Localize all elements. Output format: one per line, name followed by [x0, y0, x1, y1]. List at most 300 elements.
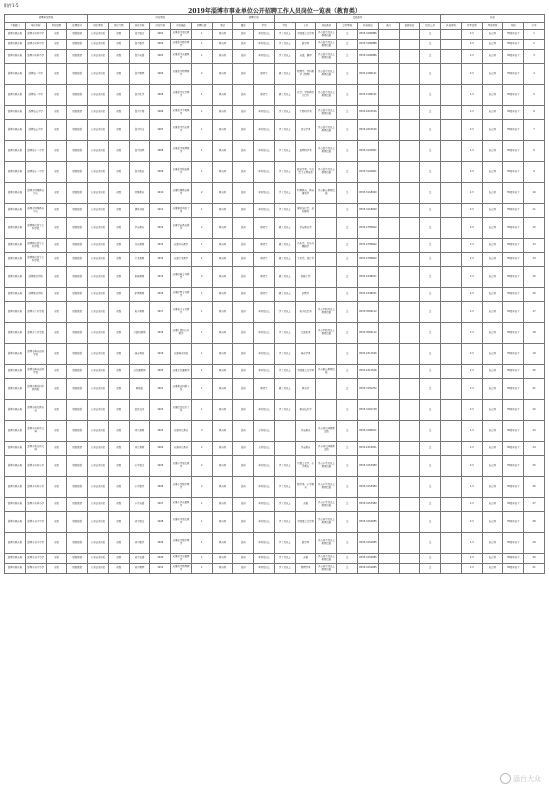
table-cell: 从事教育科研工作: [171, 379, 192, 400]
table-cell: 学士及以上: [274, 120, 295, 141]
table-cell: 教育类: [212, 554, 233, 564]
table-cell: 1: [191, 253, 212, 267]
table-cell: 财政拨款: [67, 533, 88, 554]
table-cell: 1:3: [461, 302, 482, 323]
table-cell: [441, 183, 462, 204]
table-cell: 23: [524, 421, 545, 442]
table-cell: 是: [420, 400, 441, 421]
table-cell: 3: [191, 421, 212, 442]
column-header: 岗位描述: [171, 23, 192, 30]
table-cell: [399, 564, 420, 574]
table-cell: 初级: [108, 323, 129, 344]
table-cell: 本科及以上: [254, 456, 275, 477]
table-cell: 从事高中政治教学: [171, 162, 192, 183]
table-cell: 1:3: [461, 400, 482, 421]
table-cell: 是: [337, 564, 358, 574]
table-cell: 研究生: [254, 267, 275, 288]
table-cell: 本科及以上: [254, 162, 275, 183]
table-cell: 淄博市实验小学: [25, 477, 46, 498]
table-cell: 初级: [108, 456, 129, 477]
table-cell: [378, 120, 399, 141]
table-cell: 1:3: [461, 85, 482, 106]
table-cell: 1:3: [461, 344, 482, 365]
table-cell: 淄博市教育局: [5, 64, 26, 85]
table-cell: 0533-3120601: [358, 141, 379, 162]
table-cell: 本科及以上: [254, 477, 275, 498]
table-cell: 市属: [46, 323, 67, 344]
table-cell: 35周岁以下: [503, 267, 524, 288]
document-title: 2019年淄博市事业单位公开招聘工作人员岗位一览表（教育类）: [188, 8, 361, 15]
table-cell: [399, 253, 420, 267]
table-cell: 专业技术岗位: [88, 400, 109, 421]
table-cell: 淄博市实验小学: [25, 498, 46, 512]
table-cell: [378, 183, 399, 204]
table-cell: [441, 554, 462, 564]
table-cell: 电子信息类: [295, 302, 316, 323]
table-cell: 0533-3152085: [358, 533, 379, 554]
table-cell: 初中数学: [129, 533, 150, 554]
table-cell: 教育类: [212, 498, 233, 512]
table-cell: 是: [337, 218, 358, 239]
table-cell: 初级: [108, 50, 129, 64]
table-cell: 专业技术岗位: [88, 30, 109, 40]
table-cell: [441, 288, 462, 302]
table-cell: 市属: [46, 421, 67, 442]
table-cell: 本科及以上: [254, 183, 275, 204]
table-cell: 具有初中及以上教师资格: [316, 533, 337, 554]
table-cell: 市属: [46, 365, 67, 379]
table-cell: 综合类: [482, 477, 503, 498]
table-row: [5, 477, 545, 498]
table-cell: 本科及以上: [254, 498, 275, 512]
header-group: 招聘计划: [233, 15, 275, 23]
table-cell: 特殊教育、教育康复学: [295, 183, 316, 204]
table-cell: [441, 323, 462, 344]
table-row: [5, 400, 545, 421]
table-cell: 综合类: [482, 218, 503, 239]
table-cell: 财政拨款: [67, 120, 88, 141]
table-cell: 是: [420, 498, 441, 512]
table-cell: 1929: [150, 533, 171, 554]
table-cell: 是: [337, 323, 358, 344]
table-cell: [399, 379, 420, 400]
table-cell: 试讲: [233, 267, 254, 288]
table-row: [5, 554, 545, 564]
table-cell: [399, 477, 420, 498]
table-cell: 1922: [150, 400, 171, 421]
table-cell: 初级: [108, 498, 129, 512]
table-cell: 淄博第一中学: [25, 85, 46, 106]
table-cell: 本科及以上: [254, 365, 275, 379]
table-cell: [378, 106, 399, 120]
table-cell: 1: [191, 85, 212, 106]
table-cell: 英语: [295, 554, 316, 564]
table-cell: 初级: [108, 253, 129, 267]
table-cell: 淄博市特殊教育中心: [25, 183, 46, 204]
column-header: 笔试: [212, 23, 233, 30]
table-cell: 0533-3180886: [358, 50, 379, 64]
table-cell: 试讲: [233, 379, 254, 400]
table-cell: 试讲: [233, 302, 254, 323]
table-cell: 0533-3152085: [358, 554, 379, 564]
table-cell: 35周岁以下: [503, 120, 524, 141]
table-cell: [399, 302, 420, 323]
table-cell: 29: [524, 533, 545, 554]
table-cell: 市属: [46, 379, 67, 400]
table-cell: 综合类: [482, 40, 503, 50]
table-cell: 教育类: [212, 533, 233, 554]
table-cell: 0533-3180886: [358, 30, 379, 40]
table-cell: 1918: [150, 323, 171, 344]
table-cell: 淄博市教育局: [5, 498, 26, 512]
table-cell: 试讲: [233, 183, 254, 204]
table-cell: 是: [420, 288, 441, 302]
table-cell: 本科及以上: [254, 564, 275, 574]
table-cell: 试讲: [233, 218, 254, 239]
table-cell: 学士及以上: [274, 106, 295, 120]
table-cell: 1:3: [461, 498, 482, 512]
table-cell: 0533-2348011: [358, 267, 379, 288]
table-cell: 综合类: [482, 204, 503, 218]
table-cell: [441, 85, 462, 106]
table-cell: 淄博市教育局: [5, 30, 26, 40]
table-cell: 淄博第一中学: [25, 64, 46, 85]
table-cell: 市属: [46, 477, 67, 498]
table-cell: 专业技术岗位: [88, 344, 109, 365]
table-cell: 从事幼儿教育: [171, 442, 192, 456]
table-cell: 财政拨款: [67, 253, 88, 267]
table-cell: 从事康复训练工作: [171, 204, 192, 218]
table-cell: 淄博市教育局: [5, 302, 26, 323]
table-cell: 是: [420, 141, 441, 162]
table-cell: 是: [337, 85, 358, 106]
table-cell: 试讲: [233, 162, 254, 183]
table-cell: 14: [524, 253, 545, 267]
table-cell: 研究生: [254, 64, 275, 85]
header-group: 资格条件: [274, 15, 440, 23]
table-cell: [441, 400, 462, 421]
table-cell: [399, 344, 420, 365]
table-cell: 1:3: [461, 218, 482, 239]
table-cell: 1931: [150, 564, 171, 574]
table-cell: 淄博市体育运动学校: [25, 344, 46, 365]
table-cell: 是: [337, 204, 358, 218]
table-cell: 1: [191, 498, 212, 512]
table-cell: 1928: [150, 512, 171, 533]
table-cell: 12: [524, 218, 545, 239]
table-cell: 综合类: [482, 85, 503, 106]
table-cell: 从事音乐教学: [171, 239, 192, 253]
table-cell: 综合类: [482, 400, 503, 421]
table-cell: [399, 498, 420, 512]
column-header: 主管部门: [5, 23, 26, 30]
table-cell: 淄博市育才中学: [25, 512, 46, 533]
table-cell: 25: [524, 456, 545, 477]
table-cell: 专业技术岗位: [88, 512, 109, 533]
table-cell: 35周岁以下: [503, 344, 524, 365]
table-cell: 1925: [150, 456, 171, 477]
table-cell: 市属: [46, 512, 67, 533]
column-header: 专业: [295, 23, 316, 30]
table-cell: 1914: [150, 253, 171, 267]
table-cell: 试讲: [233, 477, 254, 498]
table-cell: 试讲: [233, 85, 254, 106]
table-cell: 教育类: [212, 239, 233, 253]
table-cell: 数学类: [295, 533, 316, 554]
table-cell: 市属: [46, 218, 67, 239]
table-cell: 体育学类: [295, 344, 316, 365]
table-cell: 试讲: [233, 564, 254, 574]
table-cell: 计算机类: [295, 323, 316, 344]
table-cell: 是: [337, 400, 358, 421]
table-cell: 专业技术岗位: [88, 204, 109, 218]
table-cell: 初级: [108, 40, 129, 50]
table-cell: 从事机械专业教学: [171, 267, 192, 288]
table-cell: 是: [337, 183, 358, 204]
table-cell: 学士及以上: [274, 533, 295, 554]
table-cell: 试讲: [233, 64, 254, 85]
table-cell: [378, 421, 399, 442]
table-cell: 淄博师范高等专科学校: [25, 218, 46, 239]
table-cell: [378, 218, 399, 239]
table-cell: 从事高中化学教学: [171, 85, 192, 106]
table-cell: [399, 85, 420, 106]
table-cell: 是: [337, 477, 358, 498]
column-header: 信息公开: [420, 23, 441, 30]
table-cell: 专业技术岗位: [88, 239, 109, 253]
table-cell: 淄博市教育局: [5, 442, 26, 456]
table-cell: 市属: [46, 442, 67, 456]
table-cell: [441, 498, 462, 512]
table-cell: 1930: [150, 554, 171, 564]
table-cell: 财政拨款: [67, 141, 88, 162]
table-cell: 财政拨款: [67, 267, 88, 288]
table-cell: 小学数学: [129, 477, 150, 498]
table-cell: 教育类: [212, 400, 233, 421]
table-cell: 35周岁以下: [503, 302, 524, 323]
table-cell: [399, 120, 420, 141]
table-cell: 是: [420, 218, 441, 239]
table-cell: 从事信息技术工作: [171, 400, 192, 421]
table-cell: [441, 40, 462, 50]
table-cell: 财政拨款: [67, 239, 88, 253]
column-header: 其他条件: [316, 23, 337, 30]
table-cell: 1912: [150, 218, 171, 239]
table-cell: 24: [524, 442, 545, 456]
table-cell: 35周岁以下: [503, 40, 524, 50]
table-cell: 0533-2314051: [358, 442, 379, 456]
table-cell: 1: [191, 512, 212, 533]
table-cell: 6: [524, 106, 545, 120]
table-cell: 10: [524, 183, 545, 204]
table-cell: 淄博第五中学: [25, 106, 46, 120]
table-cell: 试讲: [233, 421, 254, 442]
table-cell: 初级: [108, 204, 129, 218]
table-cell: 1: [191, 400, 212, 421]
table-cell: [441, 442, 462, 456]
table-cell: 综合类: [482, 267, 503, 288]
table-cell: 综合类: [482, 533, 503, 554]
table-cell: [399, 365, 420, 379]
table-cell: 学士及以上: [274, 141, 295, 162]
table-cell: 1:3: [461, 106, 482, 120]
table-cell: [316, 288, 337, 302]
table-cell: 1:3: [461, 141, 482, 162]
table-cell: 1:3: [461, 512, 482, 533]
table-row: [5, 162, 545, 183]
table-cell: 财政拨款: [67, 30, 88, 40]
table-row: [5, 204, 545, 218]
table-cell: 1:3: [461, 564, 482, 574]
table-cell: [316, 218, 337, 239]
table-row: [5, 85, 545, 106]
table-cell: [441, 120, 462, 141]
table-cell: 13: [524, 239, 545, 253]
table-cell: 机械工程: [295, 267, 316, 288]
table-cell: 2: [191, 183, 212, 204]
table-cell: [378, 302, 399, 323]
table-cell: 初级: [108, 120, 129, 141]
table-cell: 是: [420, 120, 441, 141]
table-cell: [441, 512, 462, 533]
table-cell: 具有高中及以上教师资格: [316, 120, 337, 141]
column-header: 岗位等级: [108, 23, 129, 30]
table-cell: 教育类: [212, 141, 233, 162]
table-row: [5, 253, 545, 267]
table-cell: [441, 204, 462, 218]
table-cell: 专业技术岗位: [88, 421, 109, 442]
table-cell: 淄博师范高等专科学校: [25, 253, 46, 267]
table-cell: 康复训练: [129, 204, 150, 218]
table-cell: 1: [191, 50, 212, 64]
table-cell: 1917: [150, 302, 171, 323]
table-cell: 淄博职业学院: [25, 267, 46, 288]
table-cell: [399, 456, 420, 477]
table-cell: [378, 512, 399, 533]
table-cell: 0533-2210516: [358, 106, 379, 120]
table-cell: 本科及以上: [254, 30, 275, 40]
table-cell: 淄博市教育局: [5, 288, 26, 302]
table-cell: 从事电子专业教学: [171, 302, 192, 323]
table-row: [5, 421, 545, 442]
table-cell: 1: [191, 379, 212, 400]
table-cell: 综合类: [482, 498, 503, 512]
watermark-text: 淄台大众: [513, 774, 541, 783]
table-cell: 学士及以上: [274, 456, 295, 477]
table-cell: 1:3: [461, 554, 482, 564]
table-cell: [316, 253, 337, 267]
table-cell: 具有相应教师资格: [316, 183, 337, 204]
table-cell: 淄博市教育局: [5, 50, 26, 64]
table-cell: [399, 50, 420, 64]
table-cell: 计算机教师: [129, 323, 150, 344]
table-cell: 是: [337, 379, 358, 400]
header-group-row: [5, 15, 545, 23]
table-cell: 1:3: [461, 204, 482, 218]
table-cell: 是: [420, 477, 441, 498]
table-cell: 硕士及以上: [274, 64, 295, 85]
table-cell: 财政拨款: [67, 442, 88, 456]
table-cell: 教育类: [212, 302, 233, 323]
table-cell: 1915: [150, 267, 171, 288]
table-cell: 本科及以上: [254, 344, 275, 365]
table-cell: 初级: [108, 162, 129, 183]
table-cell: 是: [337, 302, 358, 323]
table-cell: 是: [337, 120, 358, 141]
table-cell: 初级: [108, 554, 129, 564]
table-cell: 财政拨款: [67, 512, 88, 533]
table-cell: 1:3: [461, 442, 482, 456]
table-cell: 专业技术岗位: [88, 365, 109, 379]
table-cell: 综合类: [482, 64, 503, 85]
table-cell: 2: [191, 456, 212, 477]
column-header: 岗位名称: [129, 23, 150, 30]
column-header: 是否带编: [337, 23, 358, 30]
table-cell: 教育技术学: [295, 400, 316, 421]
table-cell: 淄博市教育科学研究院: [25, 379, 46, 400]
table-cell: 1916: [150, 288, 171, 302]
table-cell: 1:3: [461, 183, 482, 204]
table-cell: 物理学类: [295, 564, 316, 574]
table-cell: 专业技术岗位: [88, 302, 109, 323]
table-cell: 是: [337, 253, 358, 267]
table-cell: [378, 477, 399, 498]
table-cell: 本科及以上: [254, 50, 275, 64]
table-cell: 教育类: [212, 30, 233, 40]
table-cell: 财政拨款: [67, 64, 88, 85]
table-cell: 初级: [108, 106, 129, 120]
table-cell: 试讲: [233, 456, 254, 477]
table-cell: 淄博市教育局: [5, 533, 26, 554]
table-cell: 财政拨款: [67, 379, 88, 400]
column-header: 面试: [233, 23, 254, 30]
table-cell: 从事高中英语教学: [171, 50, 192, 64]
table-cell: 教育类: [212, 218, 233, 239]
table-cell: 2: [191, 477, 212, 498]
table-cell: 从事高中语文教学: [171, 30, 192, 40]
table-cell: 硕士及以上: [274, 379, 295, 400]
table-cell: 财政拨款: [67, 218, 88, 239]
table-cell: [441, 64, 462, 85]
table-cell: 35周岁以下: [503, 253, 524, 267]
table-cell: 1:3: [461, 456, 482, 477]
table-cell: 0533-2180121: [358, 64, 379, 85]
table-cell: 高中语文: [129, 30, 150, 40]
table-cell: 具有初中及以上教师资格: [316, 512, 337, 533]
table-cell: 35周岁以下: [503, 30, 524, 40]
table-cell: 淄博市电化教育馆: [25, 400, 46, 421]
table-cell: 1: [191, 40, 212, 50]
table-cell: 本科及以上: [254, 106, 275, 120]
table-cell: 1: [191, 302, 212, 323]
table-cell: 1913: [150, 239, 171, 253]
table-cell: 硕士及以上: [274, 239, 295, 253]
table-cell: [316, 344, 337, 365]
table-cell: [399, 141, 420, 162]
column-header: 序号: [524, 23, 545, 30]
table-cell: 初级: [108, 564, 129, 574]
table-cell: 1:3: [461, 120, 482, 141]
table-cell: [316, 239, 337, 253]
table-cell: 初中语文: [129, 512, 150, 533]
table-cell: 市属: [46, 498, 67, 512]
table-cell: 综合类: [482, 30, 503, 40]
table-body: [5, 30, 545, 574]
table-cell: 1905: [150, 85, 171, 106]
table-cell: 教育类: [212, 40, 233, 50]
table-cell: 具有幼儿园教师资格: [316, 442, 337, 456]
table-cell: 是: [337, 442, 358, 456]
